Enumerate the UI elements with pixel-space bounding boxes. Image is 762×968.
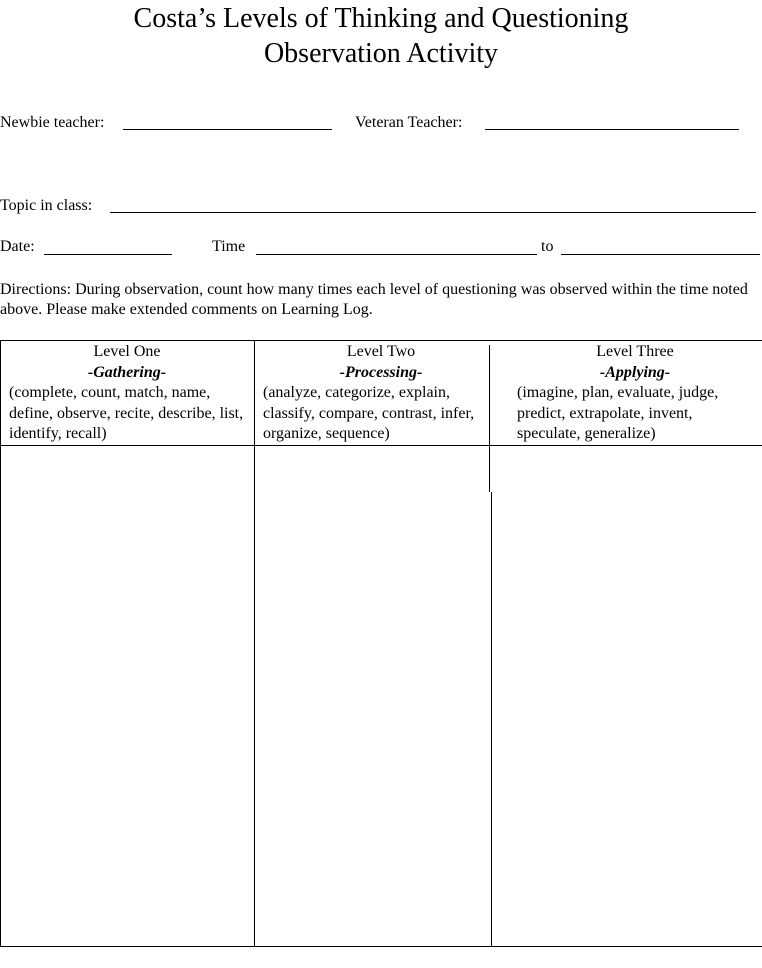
time-start-field[interactable] [256, 254, 537, 255]
to-label: to [541, 238, 554, 255]
topic-field[interactable] [110, 212, 756, 213]
level-one-title: Level One [93, 343, 161, 360]
directions-text: Directions: During observation, count how many times each level of questioning was observed within the time noted above. Please make extended comments on Learning Log. [0, 281, 748, 318]
time-end-field[interactable] [561, 254, 760, 255]
veteran-teacher-label: Veteran Teacher: [355, 114, 463, 131]
page-subtitle: Observation Activity [263, 38, 499, 69]
table-bottom-border [0, 946, 762, 947]
column-header-level-one [9, 342, 249, 445]
tally-cell-level-three[interactable] [492, 446, 762, 946]
time-label: Time [212, 238, 246, 255]
date-field[interactable] [44, 254, 172, 255]
level-two-verbs: (analyze, categorize, explain, classify, compare, contrast, infer, organize, sequence) [263, 384, 475, 442]
level-one-verbs: (complete, count, match, name, define, observe, recite, describe, list, identify, recall) [9, 384, 244, 442]
table-top-border [0, 340, 762, 341]
veteran-teacher-field[interactable] [485, 129, 739, 130]
topic-label: Topic in class: [0, 197, 93, 214]
newbie-teacher-label: Newbie teacher: [0, 114, 105, 131]
tally-cell-level-two[interactable] [255, 446, 489, 946]
observation-table [0, 340, 762, 947]
page-title: Costa’s Levels of Thinking and Questioning [133, 3, 629, 34]
newbie-teacher-field[interactable] [123, 129, 332, 130]
tally-cell-level-one[interactable] [1, 446, 253, 946]
level-two-name: -Processing- [339, 363, 423, 381]
level-three-name: -Applying- [599, 363, 671, 381]
column-header-level-three [517, 342, 757, 445]
column-header-level-two [263, 342, 485, 445]
level-three-verbs: (imagine, plan, evaluate, judge, predict, extrapolate, invent, speculate, generalize) [517, 384, 719, 442]
date-label: Date: [0, 238, 35, 255]
level-three-title: Level Three [596, 343, 674, 360]
level-one-name: -Gathering- [87, 363, 167, 381]
level-two-title: Level Two [346, 343, 416, 360]
